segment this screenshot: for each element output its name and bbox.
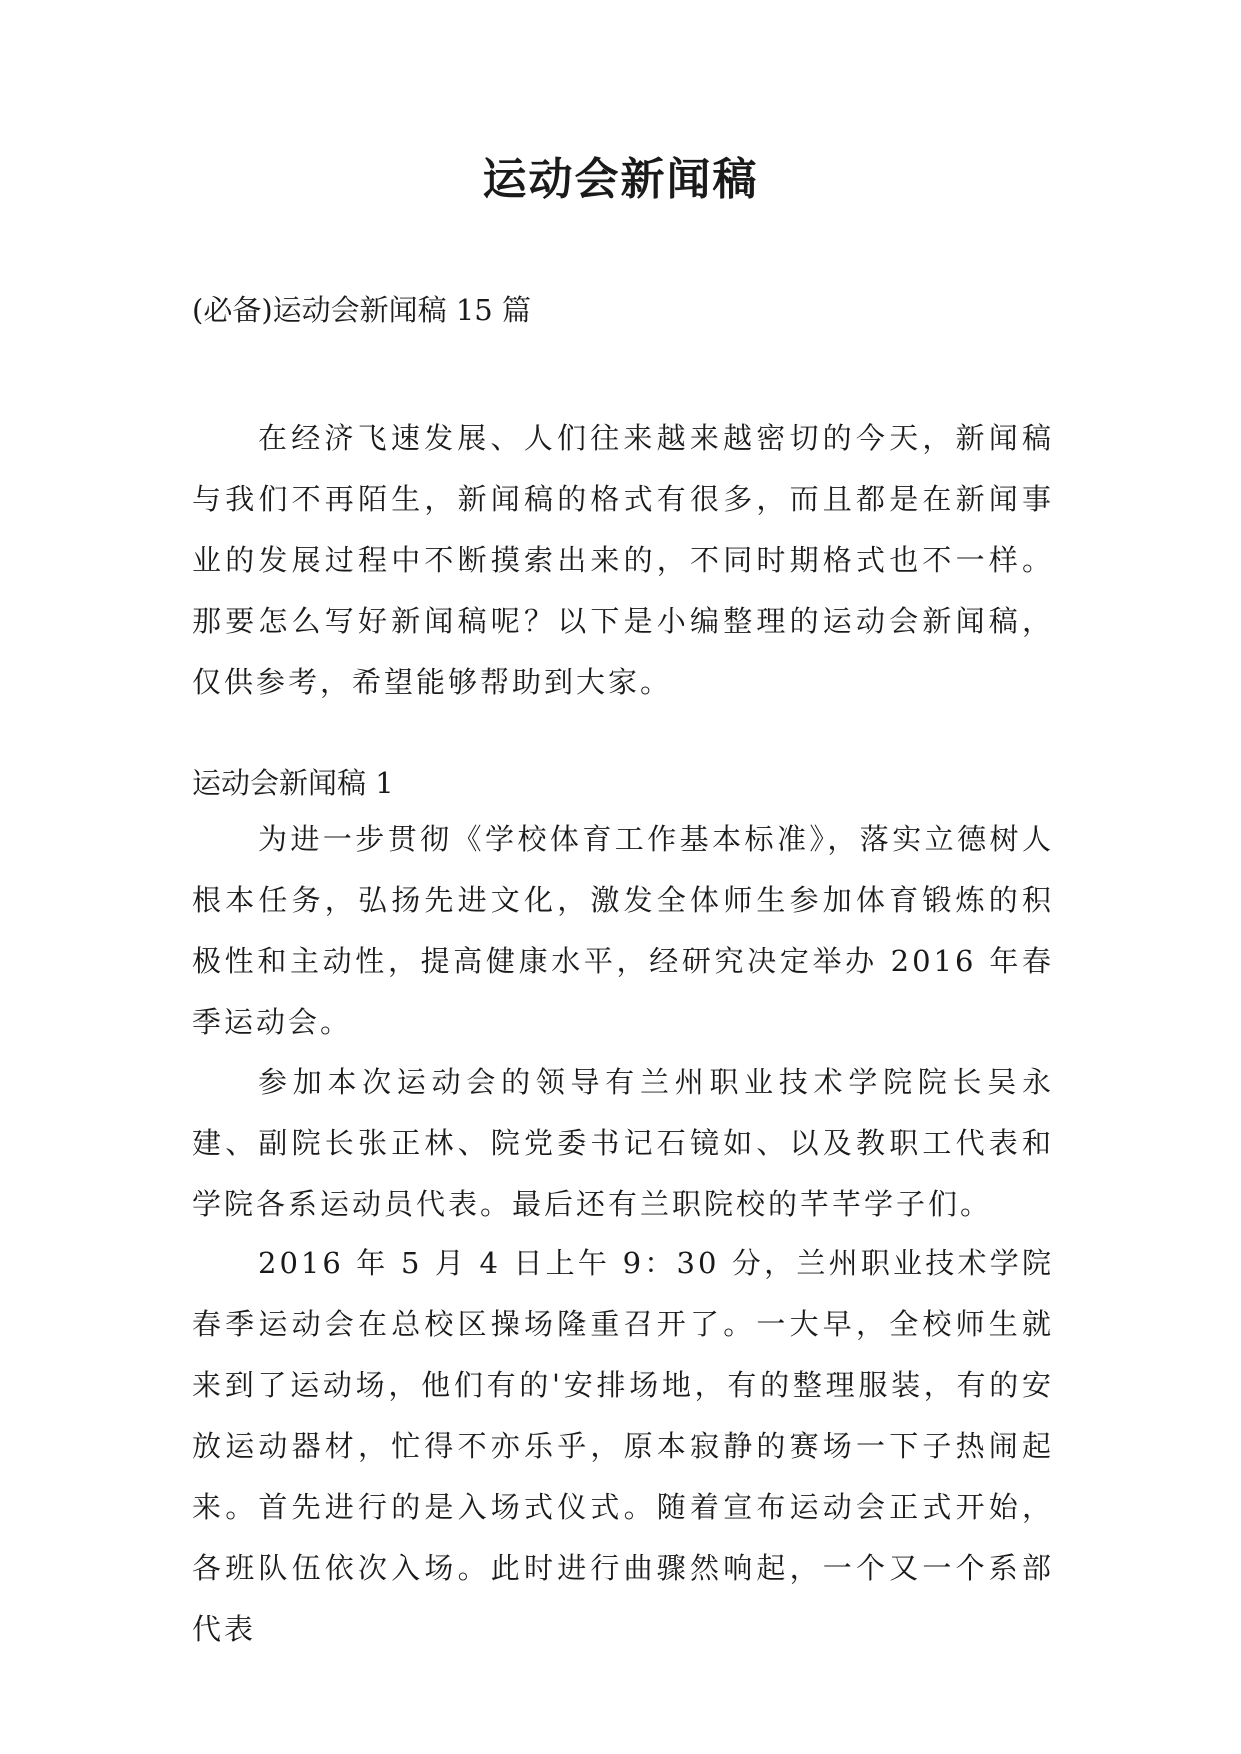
body-paragraph: 2016 年 5 月 4 日上午 9：30 分，兰州职业技术学院春季运动会在总校区操场隆重召开了。一大早，全校师生就来到了运动场，他们有的'安排场地，有的整理服装，有的安放运动器材，忙得不亦乐乎，原本寂静的赛场一下子热闹起来。首先进行的是入场式仪式。随着宣布运动会正式开始，各班队伍依次入场。此时进行曲骤然响起，一个又一个系部代表 — [192, 1246, 1054, 1646]
intro-paragraph: 在经济飞速发展、人们往来越来越密切的今天，新闻稿与我们不再陌生，新闻稿的格式有很多，而且都是在新闻事业的发展过程中不断摸索出来的，不同时期格式也不一样。那要怎么写好新闻稿呢？以下是小编整理的运动会新闻稿，仅供参考，希望能够帮助到大家。 — [192, 421, 1054, 699]
document-subtitle: (必备)运动会新闻稿 15 篇 — [192, 293, 531, 327]
section-heading: 运动会新闻稿 1 — [192, 766, 394, 800]
body-paragraph: 参加本次运动会的领导有兰州职业技术学院院长吴永建、副院长张正林、院党委书记石镜如、以及教职工代表和学院各系运动员代表。最后还有兰职院校的芊芊学子们。 — [192, 1065, 1054, 1221]
body-paragraph: 为进一步贯彻《学校体育工作基本标准》，落实立德树人根本任务，弘扬先进文化，激发全体师生参加体育锻炼的积极性和主动性，提高健康水平，经研究决定举办 2016 年春季运动会。 — [192, 822, 1054, 1039]
document-title: 运动会新闻稿 — [482, 154, 759, 205]
